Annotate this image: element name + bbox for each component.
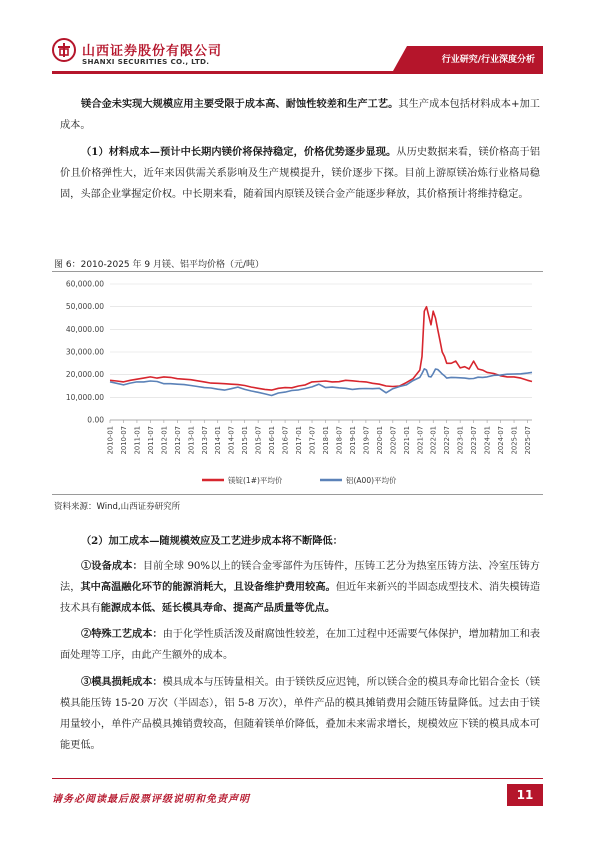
paragraph-6-lead: ③模具损耗成本： [81, 676, 163, 688]
x-tick-label: 2024-01 [483, 426, 492, 455]
paragraph-4-body-b: 其中高温融化环节的能源消耗大，且设备维护费用较高。 [80, 581, 336, 593]
paragraph-4 [60, 556, 540, 619]
x-tick-label: 2025-01 [510, 426, 519, 455]
paragraph-6-body: 模具成本与压铸量相关。由于镁铁反应迟钝，所以镁合金的模具寿命比铝合金长（镁模具能压铸 15-20 万次（半固态），铝 5-8 万次），单件产品的模具摊销费用会随压铸量降低。过去由于镁用量较小，单件产品模具摊销费较高，但随着镁单价降低，叠加未来需求增长，规模效应下镁的模具成本可能更低。 [60, 677, 541, 751]
paragraph-5-lead: ②特殊工艺成本： [81, 628, 163, 640]
paragraph-6 [60, 672, 540, 756]
x-tick-label: 2016-01 [268, 426, 277, 455]
chart-series-lines [110, 307, 532, 396]
x-tick-label: 2022-01 [429, 426, 438, 455]
y-tick-label: 10,000.00 [65, 392, 104, 402]
x-tick-label: 2012-07 [173, 426, 182, 455]
x-tick-label: 2011-07 [146, 426, 155, 455]
x-tick-label: 2010-01 [106, 426, 115, 455]
x-tick-label: 2018-07 [335, 426, 344, 455]
x-tick-label: 2017-01 [295, 426, 304, 455]
series-line-2 [110, 369, 532, 396]
y-tick-label: 20,000.00 [65, 370, 104, 380]
company-logo-icon [52, 38, 76, 62]
x-tick-label: 2011-01 [133, 426, 142, 455]
chart-y-ticks [66, 280, 104, 425]
y-tick-label: 60,000.00 [65, 279, 104, 289]
page-number: 11 [507, 784, 543, 806]
x-tick-label: 2023-07 [470, 426, 479, 455]
x-tick-label: 2021-01 [402, 426, 411, 455]
legend-label: 镁锭(1#)平均价 [228, 476, 283, 485]
x-tick-label: 2023-01 [456, 426, 465, 455]
footer-disclaimer: 请务必阅读最后股票评级说明和免责声明 [52, 794, 250, 805]
chart-gridlines [110, 284, 532, 420]
chart-legend [202, 475, 397, 485]
x-tick-label: 2017-07 [308, 426, 317, 455]
y-tick-label: 40,000.00 [65, 324, 104, 334]
x-tick-label: 2024-07 [497, 426, 506, 455]
x-tick-label: 2010-07 [119, 426, 128, 455]
x-tick-label: 2014-01 [214, 426, 223, 455]
x-tick-label: 2022-07 [443, 426, 452, 455]
x-tick-label: 2015-01 [241, 426, 250, 455]
paragraph-2 [60, 142, 540, 205]
x-tick-label: 2019-01 [348, 426, 357, 455]
paragraph-4-body-a: 目前全球 90%以上的镁合金零部件为压铸件，压铸工艺分为热室压铸方法、冷室压铸方法， [60, 561, 540, 593]
header-divider [52, 71, 543, 74]
paragraph-5 [60, 624, 540, 666]
paragraph-2-lead: （1）材料成本—预计中长期内镁价将保持稳定，价格优势逐步显现。 [81, 146, 397, 158]
paragraph-1-lead: 镁合金未实现大规模应用主要受限于成本高、耐蚀性较差和生产工艺。 [81, 98, 399, 110]
figure-source: 资料来源：Wind,山西证券研究所 [54, 502, 181, 512]
figure-top-rule [52, 271, 543, 272]
paragraph-3-lead: （2）加工成本—随规模效应及工艺进步成本将不断降低： [81, 535, 343, 547]
paragraph-1 [60, 94, 540, 136]
x-tick-label: 2013-01 [187, 426, 196, 455]
chart-x-ticks [107, 420, 533, 454]
x-tick-label: 2013-07 [200, 426, 209, 455]
paragraph-2-body: 从历史数据来看，镁价格高于铝价且价格弹性大，近年来因供需关系影响及生产规模提升，镁价逐步下探。目前上游原镁冶炼行业格局稳固，头部企业掌握定价权。中长期来看，随着国内原镁及镁合金产能逐步释放，其价格预计将维持稳定。 [60, 147, 541, 200]
section-tag: 行业研究/行业深度分析 [441, 55, 535, 65]
figure-title: 图 6：2010-2025 年 9 月镁、铝平均价格（元/吨） [54, 260, 264, 270]
paragraph-4-body-d: 能源成本低、延长模具寿命、提高产品质量等优点。 [100, 602, 336, 614]
footer-divider [52, 778, 543, 779]
x-tick-label: 2020-01 [375, 426, 384, 455]
x-tick-label: 2019-07 [362, 426, 371, 455]
paragraph-5-body: 由于化学性质活泼及耐腐蚀性较差，在加工过程中还需要气体保护，增加精加工和表面处理等工序，由此产生额外的成本。 [60, 629, 541, 661]
x-tick-label: 2025-07 [524, 426, 533, 455]
series-line-1 [110, 307, 532, 390]
x-tick-label: 2015-07 [254, 426, 263, 455]
company-name-cn: 山西证券股份有限公司 [82, 44, 223, 59]
paragraph-4-lead: ①设备成本： [81, 560, 143, 572]
y-tick-label: 0.00 [87, 415, 104, 425]
x-tick-label: 2014-07 [227, 426, 236, 455]
x-tick-label: 2012-01 [160, 426, 169, 455]
legend-label: 铝(A00)平均价 [346, 476, 397, 485]
y-tick-label: 50,000.00 [65, 302, 104, 312]
y-tick-label: 30,000.00 [65, 347, 104, 357]
company-name-en: SHANXI SECURITIES CO., LTD. [82, 57, 210, 66]
x-tick-label: 2020-07 [389, 426, 398, 455]
x-tick-label: 2016-07 [281, 426, 290, 455]
figure-bottom-rule [52, 494, 543, 495]
paragraph-4-body-c: 但近年来新兴的半固态成型技术、消失模铸造技术具有 [60, 582, 541, 614]
x-tick-label: 2018-01 [321, 426, 330, 455]
paragraph-1-body: 其生产成本包括材料成本+加工成本。 [60, 99, 540, 131]
paragraph-3 [60, 531, 540, 552]
price-line-chart [52, 274, 543, 494]
x-tick-label: 2021-07 [416, 426, 425, 455]
